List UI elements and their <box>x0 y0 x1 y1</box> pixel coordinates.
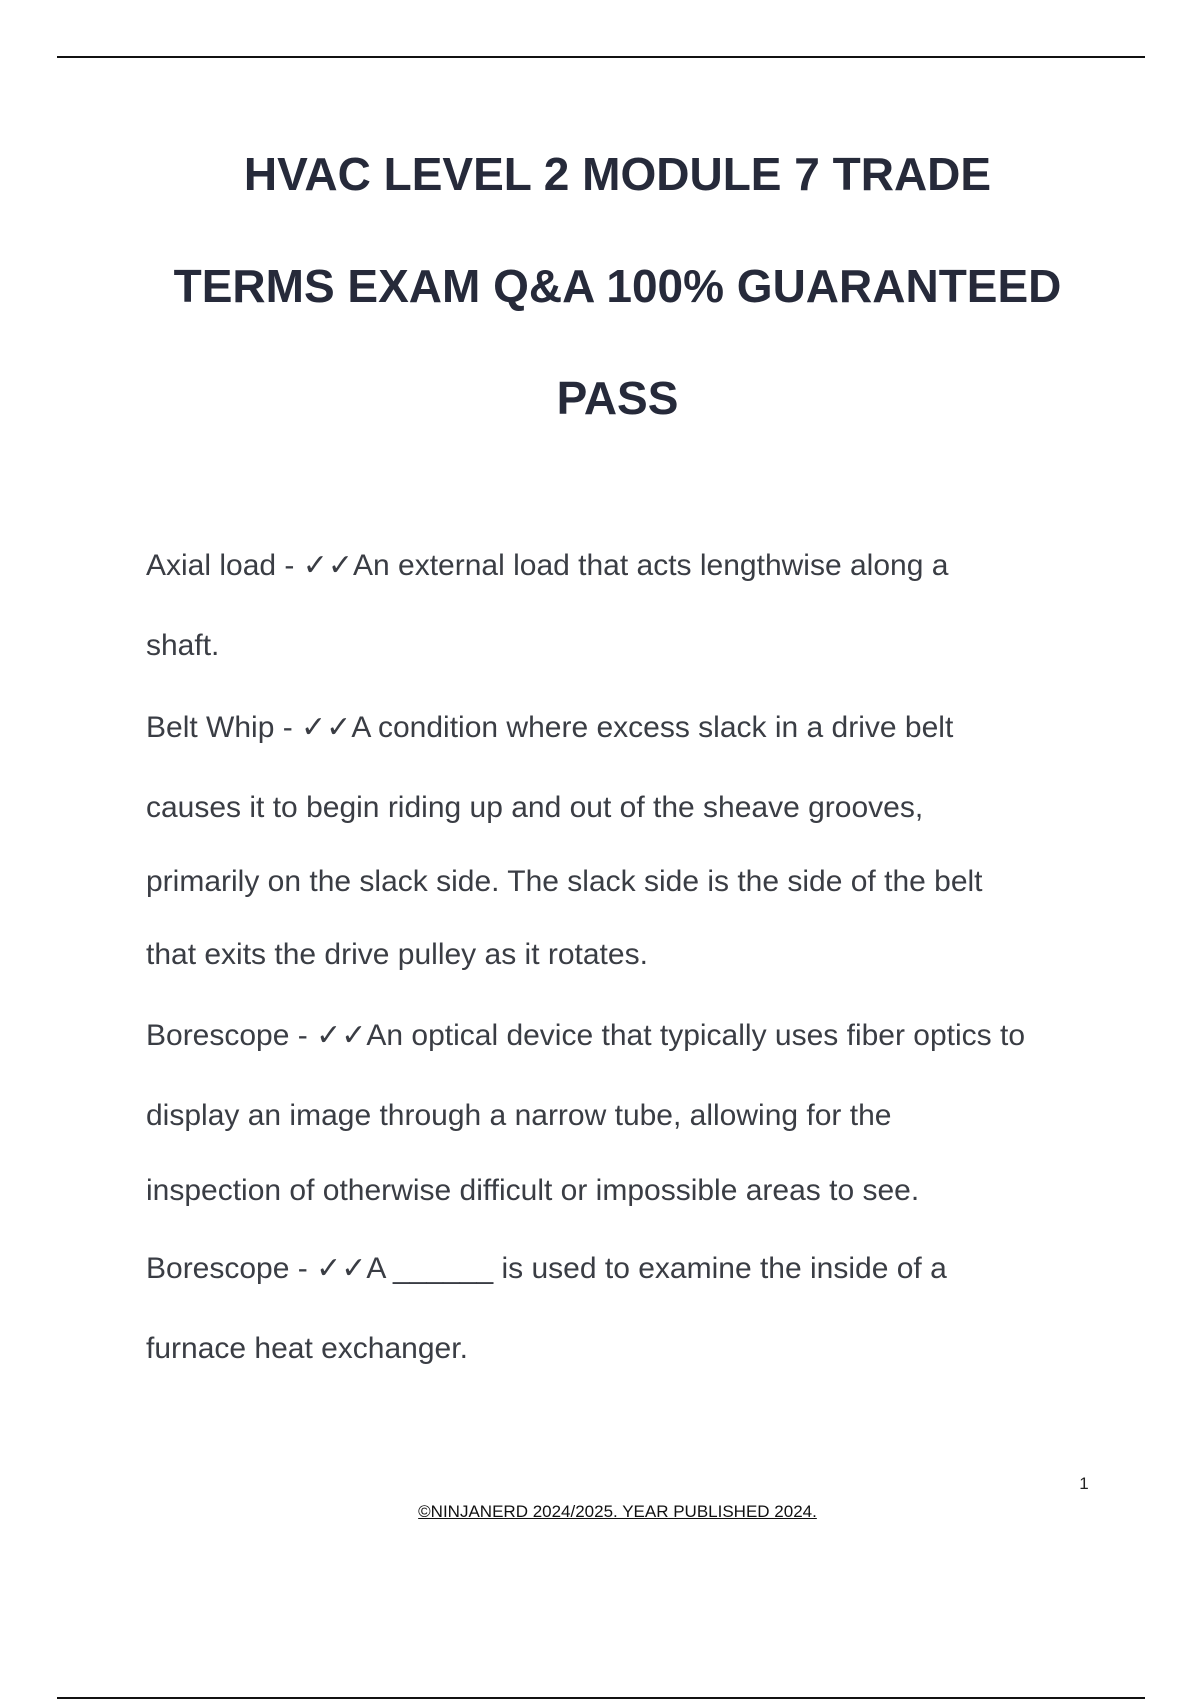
title-line: PASS <box>556 372 679 424</box>
bottom-rule <box>57 1697 1145 1699</box>
page-number: 1 <box>1079 1474 1089 1493</box>
title-line: TERMS EXAM Q&A 100% GUARANTEED <box>173 260 1062 312</box>
entry-line: display an image through a narrow tube, allowing for the <box>146 1099 892 1132</box>
entry-line: furnace heat exchanger. <box>146 1332 468 1365</box>
entry-line: Borescope - ✓✓A ______ is used to examine the inside of a <box>146 1252 947 1285</box>
entry-line: inspection of otherwise difficult or impossible areas to see. <box>146 1174 920 1207</box>
document-title <box>100 118 1135 454</box>
entry-line: Belt Whip - ✓✓A condition where excess slack in a drive belt <box>146 711 954 744</box>
entry-line: Borescope - ✓✓An optical device that typically uses fiber optics to <box>146 1019 1026 1052</box>
entry-line: that exits the drive pulley as it rotates. <box>146 938 648 971</box>
entry-line: causes it to begin riding up and out of the sheave grooves, <box>146 791 924 824</box>
copyright-footer: ©NINJANERD 2024/2025. YEAR PUBLISHED 2024. <box>418 1502 817 1521</box>
entry-line: Axial load - ✓✓An external load that acts lengthwise along a <box>146 549 949 582</box>
title-line: HVAC LEVEL 2 MODULE 7 TRADE <box>243 148 992 200</box>
entry-line: primarily on the slack side. The slack side is the side of the belt <box>146 865 983 898</box>
top-rule <box>57 56 1145 58</box>
entry-line: shaft. <box>146 629 220 662</box>
